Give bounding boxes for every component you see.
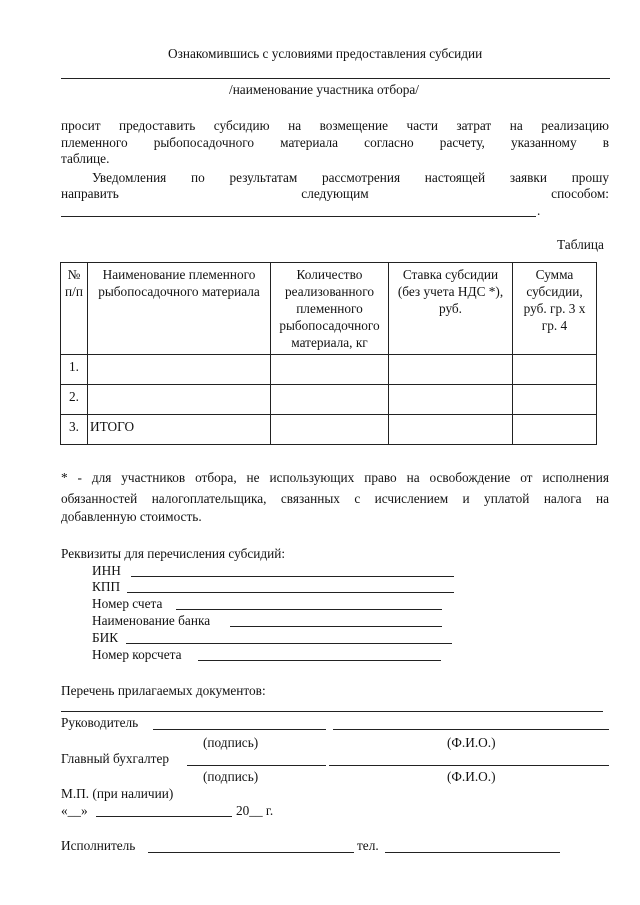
accountant-sign-caption: (подпись) — [203, 769, 259, 784]
bik-label: БИК — [92, 630, 119, 645]
request-line-1: просит предоставить субсидию на возмещение части затрат на реализацию — [61, 118, 609, 133]
phone-field[interactable] — [385, 852, 560, 853]
account-field[interactable] — [176, 609, 442, 610]
row-num: 2. — [61, 385, 88, 415]
corr-account-field[interactable] — [198, 660, 441, 661]
row-material-cell[interactable] — [88, 385, 271, 415]
notice-line-1: Уведомления по результатам рассмотрения настоящей заявки прошу — [92, 170, 609, 185]
table-row — [61, 355, 597, 385]
bik-field[interactable] — [126, 643, 452, 644]
request-line-3: таблице. — [61, 151, 110, 166]
row-quantity-cell[interactable] — [271, 385, 389, 415]
kpp-label: КПП — [92, 579, 121, 594]
accountant-label: Главный бухгалтер — [61, 751, 170, 766]
date-month-field[interactable] — [96, 816, 232, 817]
stamp-label: М.П. (при наличии) — [61, 786, 174, 801]
row-rate-cell[interactable] — [389, 385, 513, 415]
row-rate-cell[interactable] — [389, 355, 513, 385]
inn-field[interactable] — [131, 576, 454, 577]
account-label: Номер счета — [92, 596, 163, 611]
row-material-cell[interactable] — [88, 355, 271, 385]
intro-text: Ознакомившись с условиями предоставления субсидии — [168, 46, 483, 61]
head-signature-field[interactable] — [153, 729, 326, 730]
requisites-title: Реквизиты для перечисления субсидий: — [61, 546, 286, 561]
col-header-num: № п/п — [61, 263, 88, 355]
col-header-sum: Сумма субсидии, руб. гр. 3 х гр. 4 — [513, 263, 597, 355]
table-header-row — [61, 263, 597, 355]
participant-name-field[interactable] — [61, 78, 610, 79]
col-header-rate: Ставка субсидии (без учета НДС *), руб. — [389, 263, 513, 355]
notice-period: . — [537, 203, 541, 218]
head-label: Руководитель — [61, 715, 139, 730]
bank-name-label: Наименование банка — [92, 613, 211, 628]
total-label: ИТОГО — [88, 415, 271, 445]
accountant-name-caption: (Ф.И.О.) — [447, 769, 496, 784]
col-header-material: Наименование племенного рыбопосадочного материала — [88, 263, 271, 355]
accountant-signature-field[interactable] — [187, 765, 326, 766]
total-rate-cell[interactable] — [389, 415, 513, 445]
notice-line-2: направить следующим способом: — [61, 186, 609, 201]
inn-label: ИНН — [92, 563, 121, 578]
kpp-field[interactable] — [127, 592, 454, 593]
request-line-2: племенного рыбопосадочного материала согласно расчету, указанному в — [61, 135, 609, 150]
date-year[interactable]: 20__ г. — [236, 803, 274, 818]
subsidy-table — [60, 262, 597, 445]
row-quantity-cell[interactable] — [271, 355, 389, 385]
participant-caption: /наименование участника отбора/ — [229, 82, 419, 97]
row-sum-cell[interactable] — [513, 355, 597, 385]
bank-name-field[interactable] — [230, 626, 442, 627]
date-day-field[interactable]: «__» — [61, 803, 88, 818]
executor-field[interactable] — [148, 852, 354, 853]
row-num: 1. — [61, 355, 88, 385]
notice-method-field[interactable] — [61, 216, 536, 217]
footnote-line-1: * - для участников отбора, не использующих право на освобождение от исполнения — [61, 470, 609, 485]
table-row-total — [61, 415, 597, 445]
col-header-quantity: Количество реализованного племенного рыбопосадочного материала, кг — [271, 263, 389, 355]
table-caption: Таблица — [557, 237, 604, 252]
documents-field[interactable] — [61, 711, 603, 712]
accountant-name-field[interactable] — [329, 765, 609, 766]
footnote-line-3: добавленную стоимость. — [61, 509, 202, 524]
total-sum-cell[interactable] — [513, 415, 597, 445]
head-name-caption: (Ф.И.О.) — [447, 735, 496, 750]
documents-title: Перечень прилагаемых документов: — [61, 683, 266, 698]
head-sign-caption: (подпись) — [203, 735, 259, 750]
table-row — [61, 385, 597, 415]
executor-label: Исполнитель — [61, 838, 136, 853]
footnote-line-2: обязанностей налогоплательщика, связанных с исчислением и уплатой налога на — [61, 491, 609, 506]
phone-label: тел. — [357, 838, 379, 853]
total-quantity-cell[interactable] — [271, 415, 389, 445]
row-num: 3. — [61, 415, 88, 445]
head-name-field[interactable] — [333, 729, 609, 730]
corr-account-label: Номер корсчета — [92, 647, 182, 662]
row-sum-cell[interactable] — [513, 385, 597, 415]
